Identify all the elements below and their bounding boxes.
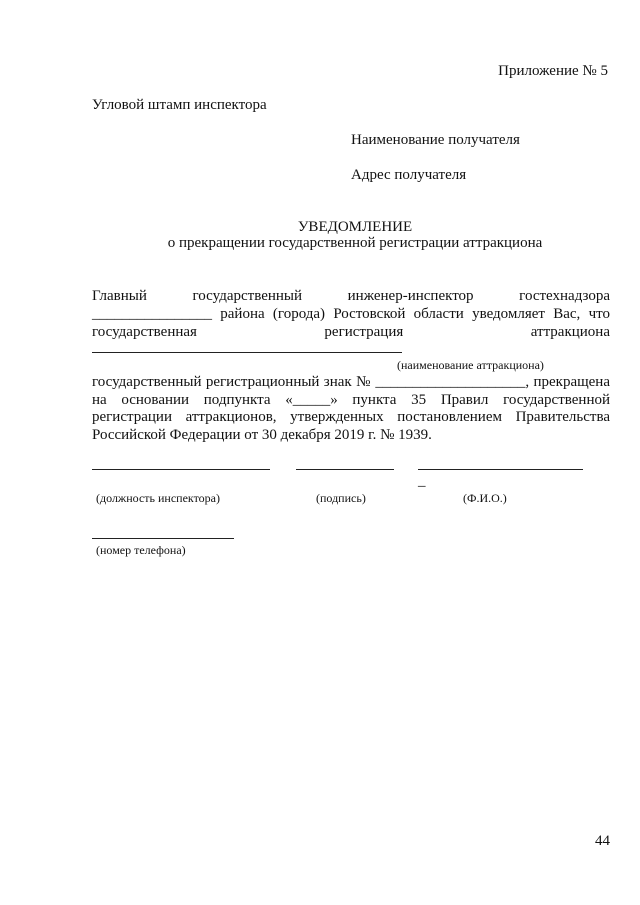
recipient-address-label: Адрес получателя: [351, 167, 467, 183]
position-signature-line: [92, 469, 270, 470]
attraction-name-caption: (наименование аттракциона): [397, 358, 544, 372]
attraction-name-line: [92, 352, 402, 353]
appendix-label: Приложение № 5: [498, 63, 608, 79]
page-number: 44: [595, 833, 610, 849]
body-line-7: Российской Федерации от 30 декабря 2019 г. № 1939.: [92, 427, 432, 443]
body-line-5: на основании подпункта «_____» пункта 35 Правил государственной: [92, 392, 610, 408]
name-caption: (Ф.И.О.): [463, 491, 507, 505]
position-caption: (должность инспектора): [96, 491, 220, 505]
signature-line: [296, 469, 394, 470]
body-line-1: Главный государственный инженер-инспектор гостехнадзора: [92, 288, 610, 304]
recipient-name-label: Наименование получателя: [351, 132, 520, 148]
signature-caption: (подпись): [316, 491, 366, 505]
corner-stamp-label: Угловой штамп инспектора: [92, 97, 267, 113]
name-signature-line: [418, 469, 583, 470]
document-subtitle: о прекращении государственной регистрации аттракциона: [167, 235, 543, 251]
body-line-4: государственный регистрационный знак № ____________________, прекращена: [92, 374, 610, 390]
document-title: УВЕДОМЛЕНИЕ: [297, 219, 413, 235]
body-line-6: регистрации аттракционов, утвержденных постановлением Правительства: [92, 409, 610, 425]
name-line-dash: _: [418, 473, 426, 489]
body-line-3: государственная регистрация аттракциона: [92, 324, 610, 340]
phone-line: [92, 538, 234, 539]
phone-caption: (номер телефона): [96, 543, 186, 557]
body-line-2: ________________ района (города) Ростовской области уведомляет Вас, что: [92, 306, 610, 322]
